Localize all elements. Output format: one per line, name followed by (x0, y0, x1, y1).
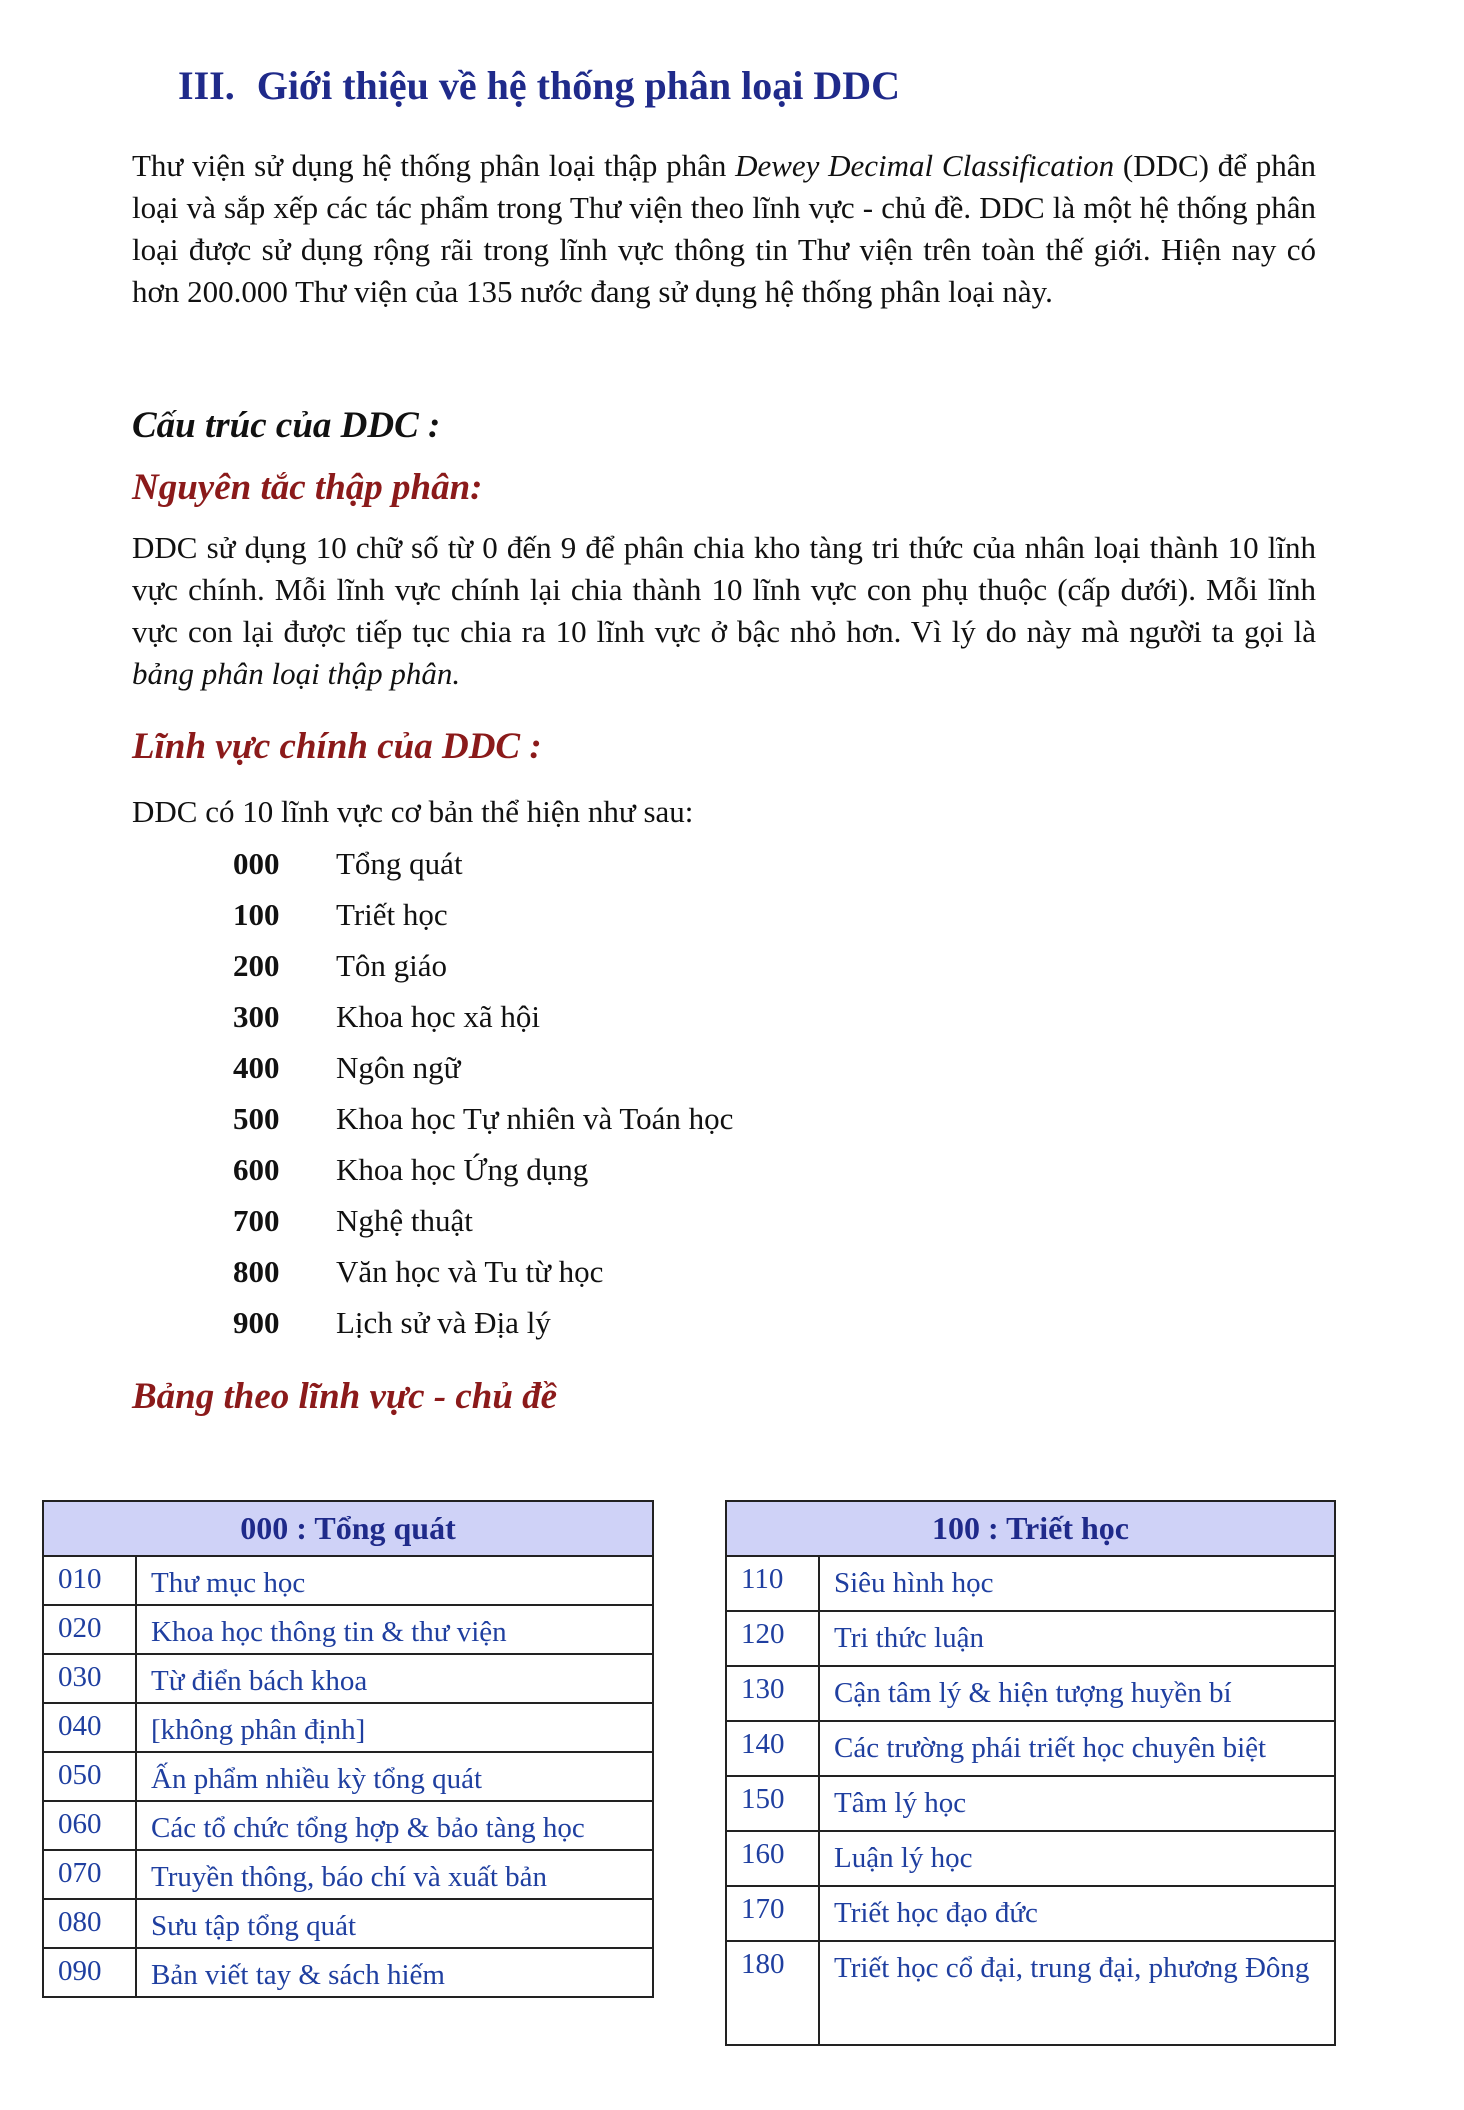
row-label: Thư mục học (136, 1556, 653, 1605)
table-000-general (42, 1500, 654, 1998)
section-number: III. (178, 63, 235, 108)
main-class-label: Lịch sử và Địa lý (336, 1304, 551, 1340)
main-class-code: 100 (233, 896, 280, 932)
row-code: 160 (726, 1831, 819, 1886)
row-label: Triết học cổ đại, trung đại, phương Đông (819, 1941, 1335, 2045)
table-row (726, 1886, 1335, 1941)
section-heading (178, 62, 900, 109)
main-class-label: Khoa học Ứng dụng (336, 1151, 589, 1187)
main-class-label: Ngôn ngữ (336, 1049, 461, 1085)
main-class-item (233, 1297, 733, 1348)
row-label: Bản viết tay & sách hiếm (136, 1948, 653, 1997)
main-classes-intro: DDC có 10 lĩnh vực cơ bản thể hiện như sau: (132, 794, 694, 829)
row-code: 050 (43, 1752, 136, 1801)
table-row (43, 1850, 653, 1899)
section-title: Giới thiệu về hệ thống phân loại DDC (256, 63, 901, 108)
intro-text-end: (DDC) để phân loại và sắp xếp các tác phẩm trong Thư viện theo lĩnh vực - chủ đề. DDC là một hệ thống phân loại được sử dụng rộng rãi trong lĩnh vực thông tin Thư viện trên toàn thế giới. Hiện nay có hơn 200.000 Thư viện của 135 nước đang sử dụng hệ thống phân loại này. (132, 148, 1316, 309)
main-class-label: Triết học (336, 896, 448, 932)
main-classes-list (233, 838, 733, 1348)
table-row (726, 1556, 1335, 1611)
row-code: 080 (43, 1899, 136, 1948)
row-label: Tâm lý học (819, 1776, 1335, 1831)
row-code: 030 (43, 1654, 136, 1703)
row-code: 060 (43, 1801, 136, 1850)
row-label: Các trường phái triết học chuyên biệt (819, 1721, 1335, 1776)
main-class-code: 900 (233, 1304, 280, 1340)
main-class-code: 600 (233, 1151, 280, 1187)
row-label: Siêu hình học (819, 1556, 1335, 1611)
intro-text-start: Thư viện sử dụng hệ thống phân loại thập phân (132, 148, 736, 183)
table-row (726, 1776, 1335, 1831)
row-code: 120 (726, 1611, 819, 1666)
row-label: Cận tâm lý & hiện tượng huyền bí (819, 1666, 1335, 1721)
main-class-code: 200 (233, 947, 280, 983)
main-class-label: Khoa học Tự nhiên và Toán học (336, 1100, 734, 1136)
main-class-label: Nghệ thuật (336, 1202, 473, 1238)
intro-paragraph (132, 145, 1316, 313)
main-class-item (233, 1042, 733, 1093)
row-code: 140 (726, 1721, 819, 1776)
table-row (43, 1948, 653, 1997)
main-class-item (233, 1246, 733, 1297)
row-label: Khoa học thông tin & thư viện (136, 1605, 653, 1654)
main-classes-heading: Lĩnh vực chính của DDC : (132, 726, 542, 767)
table-row (726, 1666, 1335, 1721)
main-class-item (233, 889, 733, 940)
table-row (43, 1703, 653, 1752)
row-code: 150 (726, 1776, 819, 1831)
row-code: 070 (43, 1850, 136, 1899)
table-row (43, 1654, 653, 1703)
main-class-item (233, 1093, 733, 1144)
intro-text-italic: Dewey Decimal Classification (735, 148, 1115, 183)
structure-heading: Cấu trúc của DDC : (132, 405, 441, 446)
table-header: 100 : Triết học (726, 1501, 1335, 1556)
row-label: Từ điển bách khoa (136, 1654, 653, 1703)
row-code: 130 (726, 1666, 819, 1721)
main-class-item (233, 991, 733, 1042)
main-class-code: 300 (233, 998, 280, 1034)
table-row (726, 1941, 1335, 2045)
row-code: 040 (43, 1703, 136, 1752)
table-header: 000 : Tổng quát (43, 1501, 653, 1556)
main-class-code: 500 (233, 1100, 280, 1136)
main-class-item (233, 940, 733, 991)
row-label: Các tổ chức tổng hợp & bảo tàng học (136, 1801, 653, 1850)
subject-table-heading: Bảng theo lĩnh vực - chủ đề (132, 1376, 558, 1417)
main-class-label: Tổng quát (336, 845, 463, 881)
main-class-code: 400 (233, 1049, 280, 1085)
table-row (43, 1605, 653, 1654)
decimal-text: DDC sử dụng 10 chữ số từ 0 đến 9 để phân chia kho tàng tri thức của nhân loại thành 10 lĩnh vực chính. Mỗi lĩnh vực chính lại chia thành 10 lĩnh vực con phụ thuộc (cấp dưới). Mỗi lĩnh vực con lại được tiếp tục chia ra 10 lĩnh vực ở bậc nhỏ hơn. Vì lý do này mà người ta gọi là (132, 530, 1316, 649)
row-label: [không phân định] (136, 1703, 653, 1752)
row-label: Luận lý học (819, 1831, 1335, 1886)
main-class-item (233, 1195, 733, 1246)
table-row (726, 1721, 1335, 1776)
decimal-principle-heading: Nguyên tắc thập phân: (132, 467, 483, 508)
row-label: Ấn phẩm nhiều kỳ tổng quát (136, 1752, 653, 1801)
main-class-code: 000 (233, 845, 280, 881)
table-100-philosophy (725, 1500, 1336, 2046)
row-label: Truyền thông, báo chí và xuất bản (136, 1850, 653, 1899)
row-label: Triết học đạo đức (819, 1886, 1335, 1941)
row-code: 110 (726, 1556, 819, 1611)
row-code: 090 (43, 1948, 136, 1997)
table-row (726, 1611, 1335, 1666)
main-class-code: 700 (233, 1202, 280, 1238)
row-code: 170 (726, 1886, 819, 1941)
main-class-code: 800 (233, 1253, 280, 1289)
decimal-principle-paragraph (132, 527, 1316, 695)
main-class-label: Tôn giáo (336, 947, 448, 983)
main-class-label: Khoa học xã hội (336, 998, 541, 1034)
row-label: Tri thức luận (819, 1611, 1335, 1666)
table-row (726, 1831, 1335, 1886)
decimal-text-italic: bảng phân loại thập phân. (132, 656, 461, 691)
row-code: 010 (43, 1556, 136, 1605)
main-class-label: Văn học và Tu từ học (336, 1253, 604, 1289)
main-class-item (233, 1144, 733, 1195)
row-code: 020 (43, 1605, 136, 1654)
main-class-item (233, 838, 733, 889)
row-code: 180 (726, 1941, 819, 2045)
row-label: Sưu tập tổng quát (136, 1899, 653, 1948)
table-row (43, 1752, 653, 1801)
table-row (43, 1801, 653, 1850)
table-row (43, 1899, 653, 1948)
table-row (43, 1556, 653, 1605)
